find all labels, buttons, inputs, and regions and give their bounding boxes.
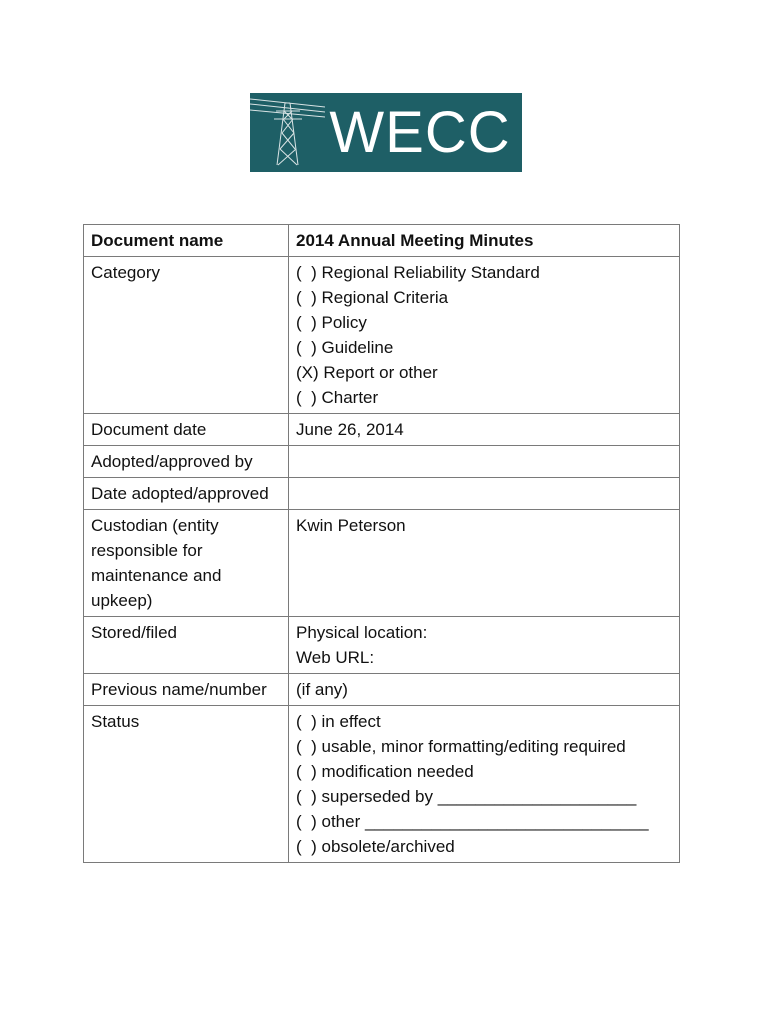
status-option: ( ) usable, minor formatting/editing required xyxy=(296,737,626,756)
stored-label: Stored/filed xyxy=(84,617,289,674)
table-row-category xyxy=(84,257,680,414)
category-option: (X) Report or other xyxy=(296,363,438,382)
category-option: ( ) Guideline xyxy=(296,338,394,357)
custodian-value: Kwin Peterson xyxy=(289,510,680,617)
document-name-value: 2014 Annual Meeting Minutes xyxy=(289,225,680,257)
category-option: ( ) Charter xyxy=(296,388,379,407)
adopted-by-value xyxy=(289,446,680,478)
transmission-tower-icon xyxy=(250,93,325,172)
document-record-table xyxy=(83,224,680,863)
table-row-stored xyxy=(84,617,680,674)
status-options xyxy=(289,706,680,863)
table-row-previous xyxy=(84,674,680,706)
physical-location-line: Physical location: xyxy=(296,623,428,642)
table-row-custodian xyxy=(84,510,680,617)
document-date-label: Document date xyxy=(84,414,289,446)
web-url-line: Web URL: xyxy=(296,648,375,667)
status-option: ( ) other ______________________________ xyxy=(296,812,649,831)
table-row-date-adopted xyxy=(84,478,680,510)
category-options xyxy=(289,257,680,414)
table-row-document-date xyxy=(84,414,680,446)
previous-value: (if any) xyxy=(289,674,680,706)
logo-text: WECC xyxy=(329,100,511,165)
status-label: Status xyxy=(84,706,289,863)
stored-value xyxy=(289,617,680,674)
status-option: ( ) obsolete/archived xyxy=(296,837,455,856)
custodian-label xyxy=(84,510,289,617)
document-name-label: Document name xyxy=(84,225,289,257)
date-adopted-value xyxy=(289,478,680,510)
category-option: ( ) Policy xyxy=(296,313,367,332)
status-option: ( ) modification needed xyxy=(296,762,474,781)
category-label: Category xyxy=(84,257,289,414)
previous-label: Previous name/number xyxy=(84,674,289,706)
status-option: ( ) superseded by _____________________ xyxy=(296,787,637,806)
table-row-adopted-by xyxy=(84,446,680,478)
custodian-label-text: Custodian (entity responsible for maintenance and upkeep) xyxy=(91,516,222,610)
wecc-logo xyxy=(250,93,522,172)
category-option: ( ) Regional Reliability Standard xyxy=(296,263,540,282)
table-row-status xyxy=(84,706,680,863)
adopted-by-label: Adopted/approved by xyxy=(84,446,289,478)
category-option: ( ) Regional Criteria xyxy=(296,288,449,307)
document-date-value: June 26, 2014 xyxy=(289,414,680,446)
date-adopted-label: Date adopted/approved xyxy=(84,478,289,510)
table-row-document-name xyxy=(84,225,680,257)
status-option: ( ) in effect xyxy=(296,712,381,731)
